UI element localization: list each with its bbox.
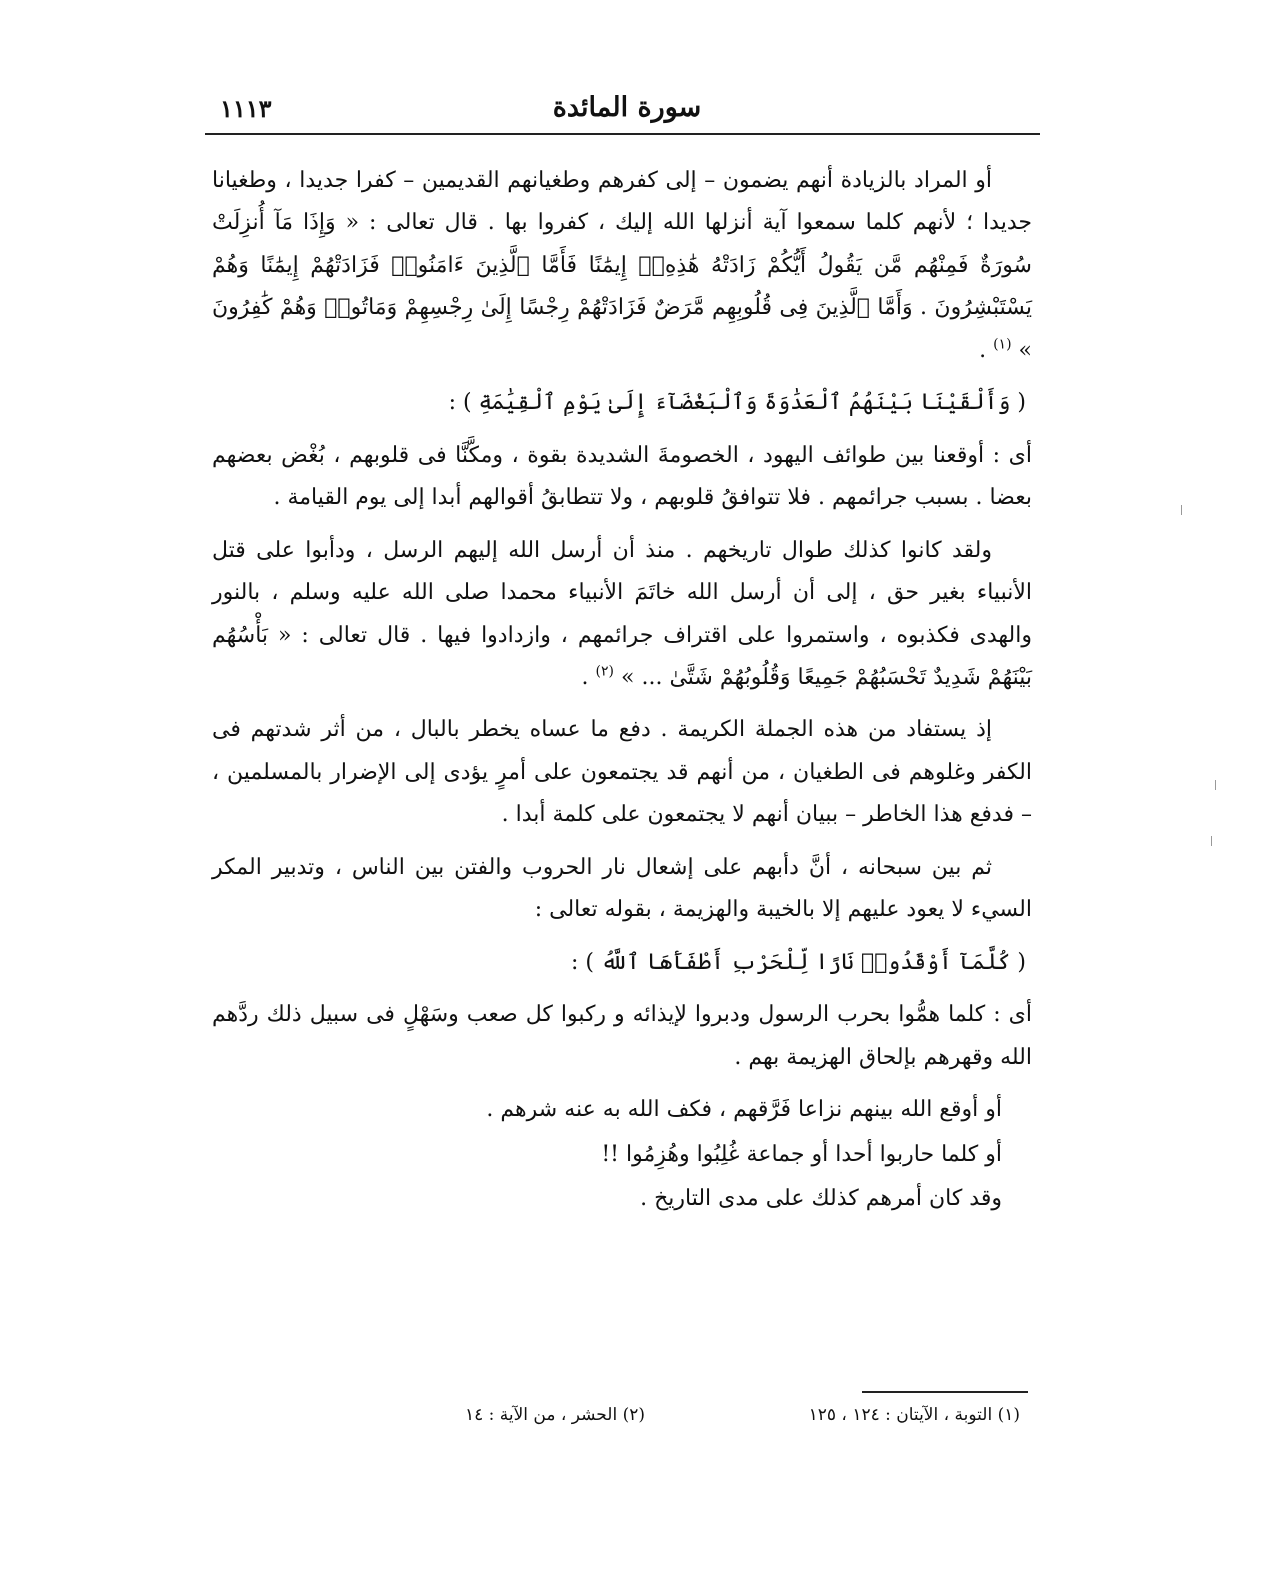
footnote-marker: (١) [993, 336, 1012, 353]
paragraph [212, 530, 1032, 700]
scan-speck [1212, 780, 1216, 790]
paragraph: أى : أوقعنا بين طوائف اليهود ، الخصومةَ الشديدة بقوة ، ومكَّنَّا فى قلوبهم ، بُغْض بعضهم بعضا . بسبب جرائمهم . فلا تتوافقُ قلوبهم ، ولا تتطابقُ أقوالهم أبدا إلى يوم القيامة . [212, 442, 1032, 511]
paragraph-tail: . [581, 664, 596, 690]
scan-speck [1208, 836, 1212, 846]
paragraph [212, 160, 1032, 372]
paragraph-text: ولقد كانوا كذلك طوال تاريخهم . منذ أن أرسل الله إليهم الرسل ، ودأبوا على قتل الأنبياء بغير حق ، إلى أن أرسل الله خاتَمَ الأنبياء محمدا صلى الله عليه وسلم ، بالنور والهدى فكذبوه ، واستمروا على اقتراف جرائمهم ، وازدادوا فيها . قال تعالى : « بَأْسُهُم بَيْنَهُمْ شَدِيدٌ تَحْسَبُهُمْ جَمِيعًا وَقُلُوبُهُمْ شَتَّىٰ ... » [212, 537, 1032, 690]
quran-verse: ( كُلَّمَآ أَوْقَدُوا۟ نَارًا لِّلْحَرْبِ أَطْفَأَهَا ٱللَّهُ ) : [571, 949, 1026, 975]
footnotes [360, 1405, 1020, 1435]
page-header [212, 92, 1042, 132]
header-divider [205, 133, 1040, 135]
surah-title: سورة المائدة [552, 92, 702, 123]
page-number: ١١١٣ [220, 94, 272, 123]
paragraph-text: أو المراد بالزيادة أنهم يضمون – إلى كفرهم وطغيانهم القديمين – كفرا جديدا ، وطغيانا جديدا ؛ لأنهم كلما سمعوا آية أنزلها الله إليك ، كفروا بها . قال تعالى : « وَإِذَا مَآ أُنزِلَتْ سُورَةٌ فَمِنْهُم مَّن يَقُولُ أَيُّكُمْ زَادَتْهُ هَٰذِهِۦٓ إِيمَٰنًا فَأَمَّا ٱلَّذِينَ ءَامَنُوا۟ فَزَادَتْهُمْ إِيمَٰنًا وَهُمْ يَسْتَبْشِرُونَ . وَأَمَّا ٱلَّذِينَ فِى قُلُوبِهِم مَّرَضٌ فَزَادَتْهُمْ رِجْسًا إِلَىٰ رِجْسِهِمْ وَمَاتُوا۟ وَهُمْ كَٰفِرُونَ » [212, 168, 1032, 363]
paragraph-tail: . [979, 337, 994, 363]
footnote-marker: (٢) [595, 663, 615, 680]
quran-verse: ( وَأَلْقَيْنَا بَيْنَهُمُ ٱلْعَدَٰوَةَ وَٱلْبَغْضَآءَ إِلَىٰ يَوْمِ ٱلْقِيَٰمَةِ ) : [448, 390, 1026, 416]
list-item: أو كلما حاربوا أحدا أو جماعة غُلِبُوا وهُزِمُوا !! [601, 1141, 1002, 1167]
footnote-1: (١) التوبة ، الآيتان : ١٢٤ ، ١٢٥ [808, 1405, 1020, 1425]
list-item: أو أوقع الله بينهم نزاعا فَرَّقهم ، فكف الله به عنه شرهم . [486, 1097, 1002, 1123]
main-text [212, 160, 1032, 1222]
paragraph: ثم بين سبحانه ، أنَّ دأبهم على إشعال نار الحروب والفتن بين الناس ، وتدبير المكر السيء لا يعود عليهم إلا بالخيبة والهزيمة ، بقوله تعالى : [212, 854, 1032, 923]
footnote-2: (٢) الحشر ، من الآية : ١٤ [464, 1405, 645, 1425]
list-item: وقد كان أمرهم كذلك على مدى التاريخ . [640, 1185, 1002, 1211]
paragraph: أى : كلما همُّوا بحرب الرسول ودبروا لإيذائه و ركبوا كل صعب وسَهْلٍ فى سبيل ذلك ردَّهم الله وقهرهم بإلحاق الهزيمة بهم . [212, 1002, 1032, 1070]
footnote-divider [862, 1391, 1028, 1393]
scan-speck [1178, 505, 1182, 515]
paragraph: إذ يستفاد من هذه الجملة الكريمة . دفع ما عساه يخطر بالبال ، من أثر شدتهم فى الكفر وغلوهم فى الطغيان ، من أنهم قد يجتمعون على أمرٍ يؤدى إلى الإضرار بالمسلمين ، – فدفع هذا الخاطر – ببيان أنهم لا يجتمعون على كلمة أبدا . [212, 717, 1032, 828]
